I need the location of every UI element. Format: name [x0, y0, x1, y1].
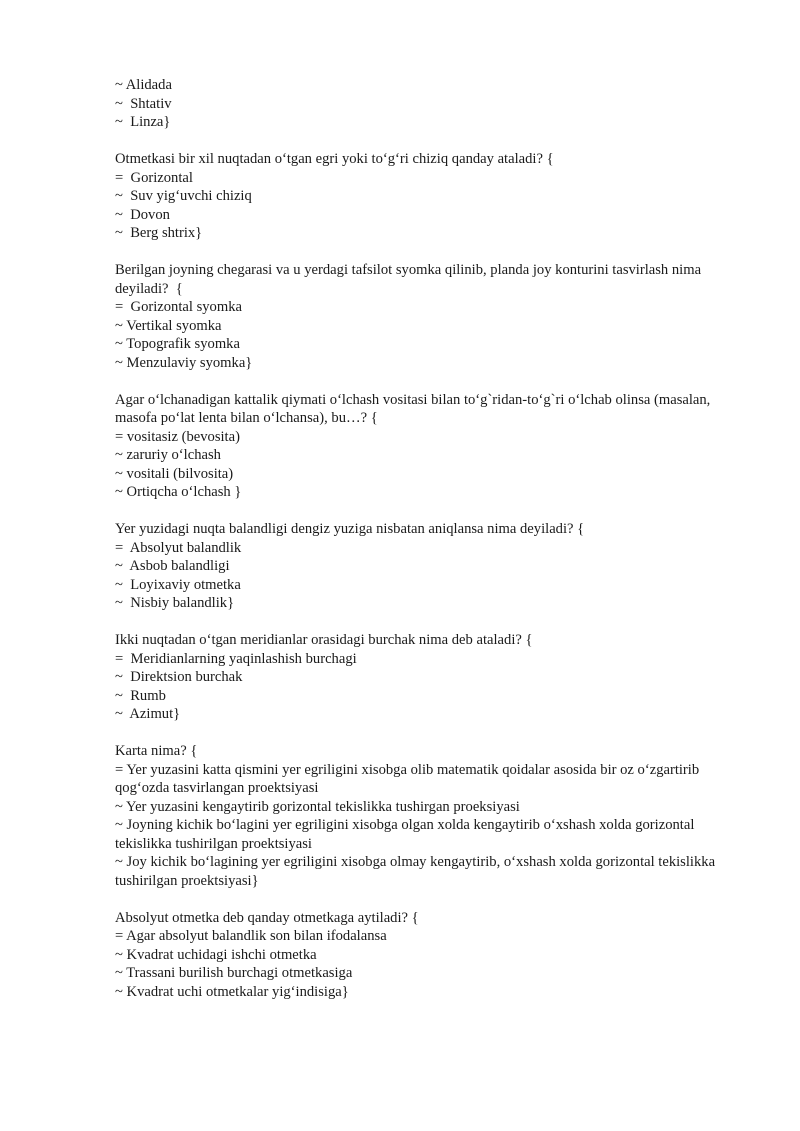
answer-option: ~ Suv yig‘uvchi chiziq: [115, 188, 252, 204]
answer-option: ~ Berg shtrix}: [115, 225, 203, 241]
question-text: Otmetkasi bir xil nuqtadan o‘tgan egri yoki to‘g‘ri chiziq qanday ataladi? {: [115, 151, 554, 167]
question-block-4: [115, 391, 735, 502]
document-page: [115, 76, 735, 1020]
question-text: Karta nima? {: [115, 743, 198, 759]
question-text: Yer yuzidagi nuqta balandligi dengiz yuziga nisbatan aniqlansa nima deyiladi? {: [115, 521, 585, 537]
answer-option: ~ Kvadrat uchi otmetkalar yig‘indisiga}: [115, 983, 349, 1000]
answer-option: ~ Menzulaviy syomka}: [115, 354, 253, 371]
question-block-1: [115, 76, 735, 132]
answer-option: ~ Direktsion burchak: [115, 669, 243, 685]
answer-option: ~ Linza}: [115, 114, 171, 130]
question-block-8: [115, 909, 735, 1002]
answer-option: ~ Joy kichik bo‘lagining yer egriligini xisobga olmay kengaytirib, o‘xshash xolda gorizontal tekislikka tushirilgan proektsiyasi}: [115, 854, 719, 889]
answer-option: = Agar absolyut balandlik son bilan ifodalansa: [115, 928, 387, 944]
answer-option: = Absolyut balandlik: [115, 539, 242, 556]
answer-option: = vositasiz (bevosita): [115, 428, 240, 445]
answer-option: ~ Nisbiy balandlik}: [115, 595, 235, 611]
question-text: Berilgan joyning chegarasi va u yerdagi tafsilot syomka qilinib, planda joy konturini tasvirlash nima deyiladi? {: [115, 262, 705, 297]
answer-option: ~ Yer yuzasini kengaytirib gorizontal tekislikka tushirgan proeksiyasi: [115, 798, 520, 815]
answer-option: = Gorizontal syomka: [115, 299, 242, 315]
answer-option: ~ Ortiqcha o‘lchash }: [115, 484, 242, 500]
question-block-3: [115, 261, 735, 372]
answer-option: ~ Topografik syomka: [115, 336, 240, 352]
answer-option: ~ Alidada: [115, 77, 172, 93]
answer-option: ~ Kvadrat uchidagi ishchi otmetka: [115, 946, 317, 963]
question-block-6: [115, 631, 735, 724]
answer-option: ~ Loyixaviy otmetka: [115, 576, 241, 593]
question-text: Ikki nuqtadan o‘tgan meridianlar orasidagi burchak nima deb ataladi? {: [115, 632, 533, 648]
answer-option: ~ Azimut}: [115, 706, 181, 722]
answer-option: ~ Dovon: [115, 206, 170, 223]
question-block-5: [115, 520, 735, 613]
answer-option: ~ Shtativ: [115, 95, 172, 112]
answer-option: ~ zaruriy o‘lchash: [115, 447, 221, 463]
answer-option: ~ Joyning kichik bo‘lagini yer egriligini xisobga olgan xolda kengaytirib o‘xshash xolda gorizontal tekislikka tushirilgan proektsiyasi: [115, 817, 699, 852]
question-block-2: [115, 150, 735, 243]
answer-option: ~ vositali (bilvosita): [115, 465, 234, 482]
answer-option: = Gorizontal: [115, 169, 193, 186]
question-block-7: [115, 742, 735, 890]
answer-option: ~ Vertikal syomka: [115, 317, 222, 334]
answer-option: = Meridianlarning yaqinlashish burchagi: [115, 650, 357, 667]
question-text: Agar o‘lchanadigan kattalik qiymati o‘lchash vositasi bilan to‘g`ridan-to‘g`ri o‘lchab olinsa (masalan, masofa po‘lat lenta bilan o‘lchansa), bu…? {: [115, 391, 714, 426]
answer-option: ~ Asbob balandligi: [115, 558, 230, 574]
answer-option: ~ Trassani burilish burchagi otmetkasiga: [115, 965, 353, 981]
question-text: Absolyut otmetka deb qanday otmetkaga aytiladi? {: [115, 909, 419, 926]
answer-option: = Yer yuzasini katta qismini yer egriligini xisobga olib matematik qoidalar asosida bir oz o‘zgartirib qog‘ozda tasvirlangan proektsiyasi: [115, 761, 703, 796]
answer-option: ~ Rumb: [115, 687, 166, 704]
